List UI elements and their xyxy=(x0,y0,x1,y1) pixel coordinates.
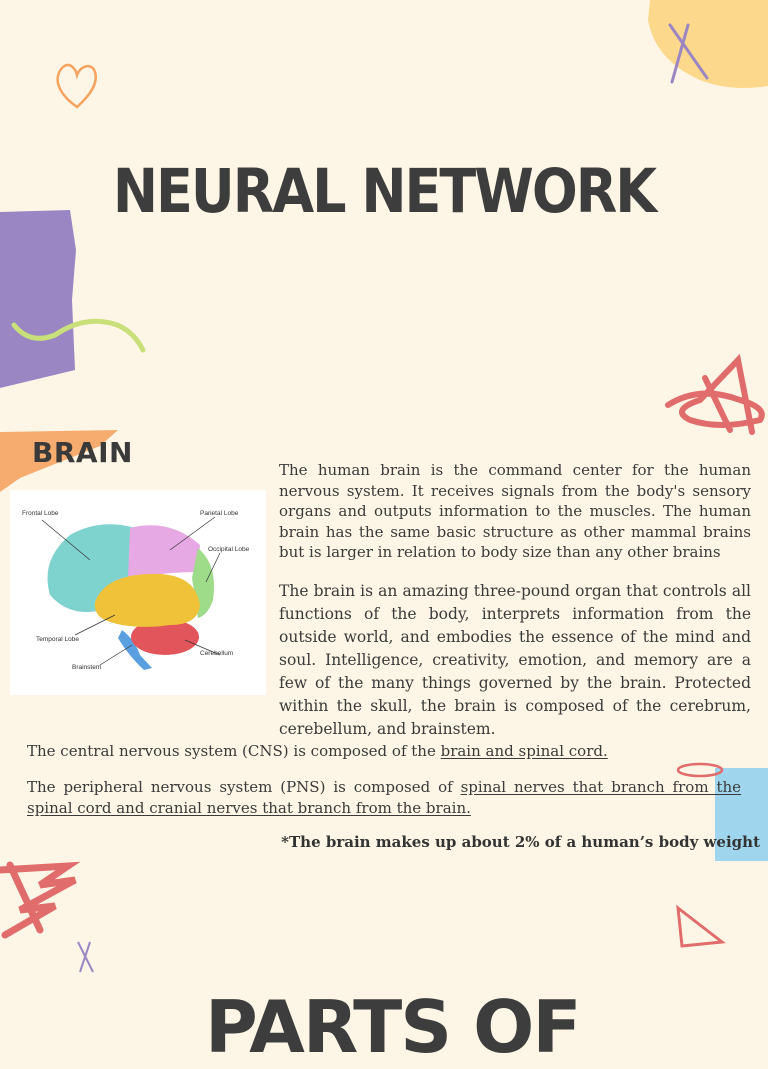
cns-sentence xyxy=(27,741,757,762)
brain-diagram xyxy=(10,490,266,695)
label-occipital-lobe: Occipital Lobe xyxy=(208,546,250,553)
label-frontal-lobe: Frontal Lobe xyxy=(22,510,59,517)
label-cerebellum: Cerebellum xyxy=(200,650,234,657)
label-temporal-lobe: Temporal Lobe xyxy=(36,636,79,643)
heart-outline xyxy=(58,65,96,107)
purple-square xyxy=(0,210,76,388)
brain-paragraph-1: The human brain is the command center for the human nervous system. It receives signals from the body's sensory organs and outputs information to the muscles. The human brain has the same basic structure as other mammal brains but is larger in relation to body size than any other brains xyxy=(279,461,751,561)
pns-prefix: The peripheral nervous system (PNS) is composed of xyxy=(27,778,461,796)
cns-link[interactable]: brain and spinal cord. xyxy=(440,742,608,760)
brain-paragraph-2: The brain is an amazing three-pound organ that controls all functions of the body, interprets information from the outside world, and embodies the essence of the mind and soul. Intelligence, creativity, emotion, and memory are a few of the many things governed by the brain. Protected within the skull, the brain is composed of the cerebrum, cerebellum, and brainstem. xyxy=(279,582,751,738)
brain-illustration xyxy=(10,490,266,695)
parietal-region xyxy=(128,525,200,580)
red-scribble-left xyxy=(0,865,75,935)
page-title: NEURAL NETWORK xyxy=(112,156,656,227)
cns-prefix: The central nervous system (CNS) is composed of the xyxy=(27,742,441,760)
pns-link[interactable]: spinal nerves that branch from the spinal cord and cranial nerves that branch from the brain. xyxy=(27,778,742,817)
label-parietal-lobe: Parietal Lobe xyxy=(200,510,239,517)
brain-heading: BRAIN xyxy=(32,436,133,469)
brain-weight-note: *The brain makes up about 2% of a human’s body weight xyxy=(281,833,760,851)
x-mark-purple-bottom xyxy=(78,942,93,972)
next-section-title: PARTS OF xyxy=(205,985,580,1069)
red-scribble-right xyxy=(668,360,762,432)
red-triangle xyxy=(678,908,722,946)
yellow-blob xyxy=(648,0,768,88)
pns-sentence xyxy=(27,777,741,818)
label-brainstem: Brainstem xyxy=(72,664,102,671)
